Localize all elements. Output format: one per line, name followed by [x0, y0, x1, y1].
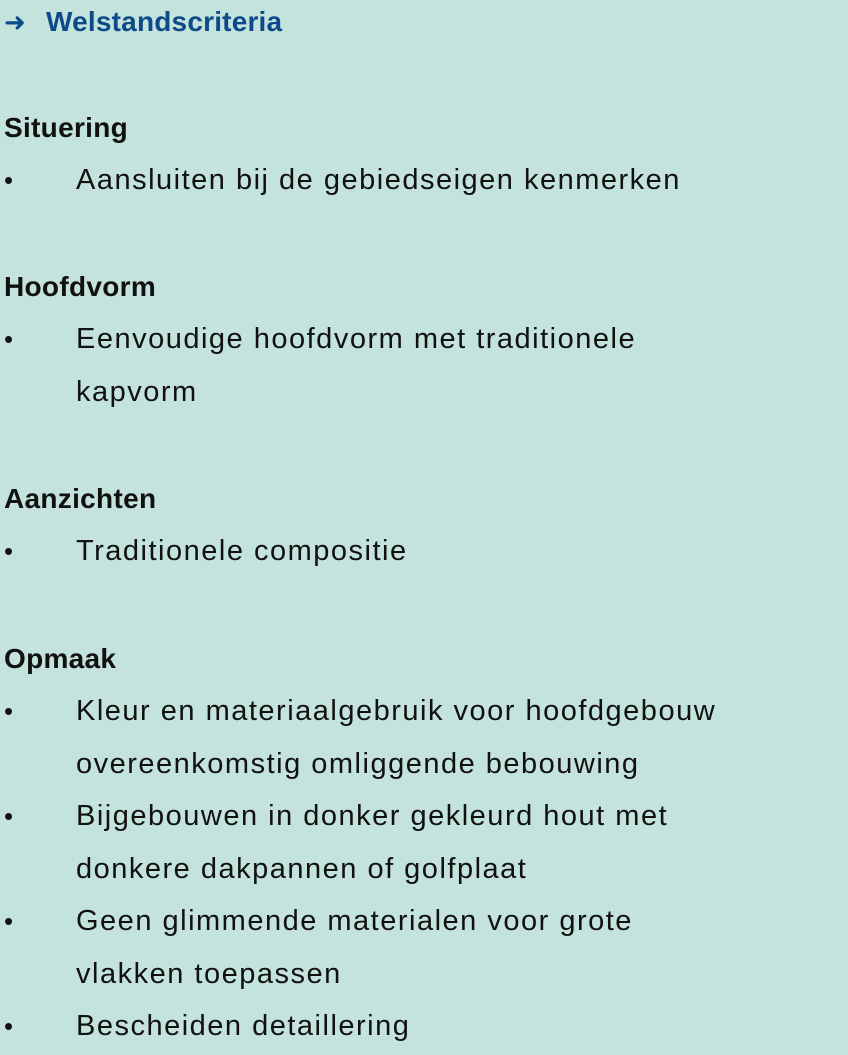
list-item: [4, 895, 840, 948]
bullet-icon: •: [4, 1011, 15, 1041]
bullet-icon: •: [4, 801, 15, 831]
section-heading: Hoofdvorm: [4, 271, 157, 302]
list-item-text: Bescheiden detaillering: [76, 1010, 411, 1042]
list-item: [4, 685, 840, 738]
list-item-text: Kleur en materiaalgebruik voor hoofdgebouw: [76, 695, 717, 727]
page-title: Welstandscriteria: [46, 6, 283, 37]
list-item-text: Traditionele compositie: [76, 535, 408, 567]
list-item: [4, 790, 840, 843]
section-aanzichten: [4, 473, 840, 578]
bullet-icon: •: [4, 696, 15, 726]
bullet-icon: •: [4, 536, 15, 566]
section-heading: Opmaak: [4, 643, 117, 674]
criteria-list: [4, 685, 840, 1053]
bullet-icon: •: [4, 324, 15, 354]
list-item-continuation: [4, 366, 840, 419]
list-item-text: overeenkomstig omliggende bebouwing: [76, 747, 640, 780]
criteria-list: [4, 525, 840, 578]
arrow-right-icon: ➜: [4, 7, 26, 37]
list-item: [4, 1000, 840, 1053]
list-item-text: kapvorm: [76, 375, 198, 408]
list-item-text: Eenvoudige hoofdvorm met traditionele: [76, 323, 637, 355]
list-item-text: vlakken toepassen: [76, 957, 342, 990]
list-item: [4, 313, 840, 366]
section-hoofdvorm: [4, 261, 840, 418]
section-situering: [4, 102, 840, 207]
bullet-icon: •: [4, 906, 15, 936]
section-opmaak: [4, 633, 840, 1053]
section-heading: Aanzichten: [4, 483, 157, 514]
list-item-text: Aansluiten bij de gebiedseigen kenmerken: [76, 164, 681, 196]
list-item-continuation: [4, 843, 840, 896]
list-item-continuation: [4, 738, 840, 791]
bullet-icon: •: [4, 165, 15, 195]
section-heading: Situering: [4, 112, 129, 143]
list-item-text: Geen glimmende materialen voor grote: [76, 905, 633, 937]
criteria-list: [4, 313, 840, 418]
list-item: [4, 525, 840, 578]
list-item-text: Bijgebouwen in donker gekleurd hout met: [76, 800, 669, 832]
list-item-text: donkere dakpannen of golfplaat: [76, 852, 528, 885]
criteria-list: [4, 154, 840, 207]
criteria-header: [4, 2, 282, 42]
list-item: [4, 154, 840, 207]
list-item-continuation: [4, 948, 840, 1001]
